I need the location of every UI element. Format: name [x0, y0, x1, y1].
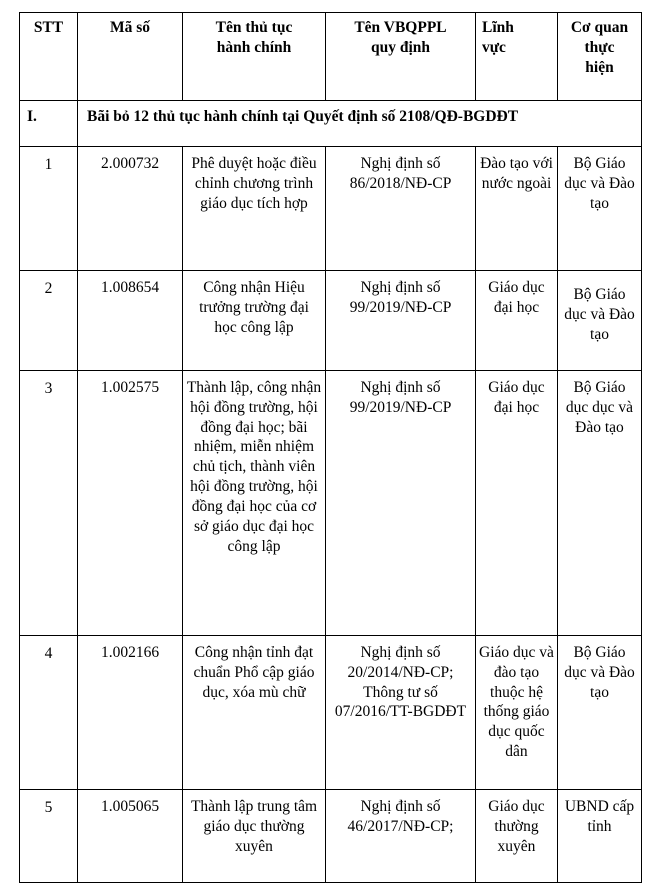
cell-co-quan: Bộ Giáo dục và Đào tạo: [558, 147, 642, 271]
cell-stt: 4: [20, 636, 78, 790]
column-header-co-quan-line3: hiện: [585, 58, 614, 76]
table-row: [20, 371, 642, 636]
table-header: [20, 13, 642, 101]
column-header-linh-vuc-line2: vực: [482, 38, 506, 56]
cell-ma-so: 1.005065: [78, 790, 183, 883]
column-header-ma-so: [78, 13, 183, 101]
section-row: [20, 101, 642, 147]
column-header-stt: [20, 13, 78, 101]
cell-stt: 2: [20, 271, 78, 371]
column-header-co-quan: [558, 13, 642, 101]
cell-vbqppl: Nghị định số 46/2017/NĐ-CP;: [326, 790, 476, 883]
table-body: [20, 101, 642, 883]
cell-vbqppl: Nghị định số 20/2014/NĐ-CP; Thông tư số 07/2016/TT-BGDĐT: [326, 636, 476, 790]
table-row: [20, 147, 642, 271]
column-header-ten-thu-tuc: [183, 13, 326, 101]
cell-ten-thu-tuc: Thành lập trung tâm giáo dục thường xuyên: [183, 790, 326, 883]
cell-linh-vuc: Đào tạo với nước ngoài: [476, 147, 558, 271]
column-header-stt-label: STT: [33, 19, 64, 36]
column-header-ma-so-label: Mã số: [109, 19, 151, 36]
cell-stt: 5: [20, 790, 78, 883]
column-header-co-quan-line1: Cơ quan: [570, 19, 629, 36]
cell-ten-thu-tuc: Công nhận Hiệu trưởng trường đại học công lập: [183, 271, 326, 371]
section-title: Bãi bỏ 12 thủ tục hành chính tại Quyết định số 2108/QĐ-BGDĐT: [78, 101, 642, 147]
table-row: [20, 790, 642, 883]
table-row: [20, 271, 642, 371]
header-row: [20, 13, 642, 101]
table-row: [20, 636, 642, 790]
column-header-ten-thu-tuc-line1: Tên thủ tục: [215, 19, 293, 36]
administrative-procedures-table: [19, 12, 642, 883]
cell-co-quan: Bộ Giáo dục và Đào tạo: [558, 271, 642, 371]
cell-linh-vuc: Giáo dục và đào tạo thuộc hệ thống giáo dục quốc dân: [476, 636, 558, 790]
cell-ten-thu-tuc: Công nhận tỉnh đạt chuẩn Phổ cập giáo dục, xóa mù chữ: [183, 636, 326, 790]
cell-linh-vuc: Giáo dục thường xuyên: [476, 790, 558, 883]
cell-linh-vuc: Giáo dục đại học: [476, 371, 558, 636]
cell-co-quan: UBND cấp tỉnh: [558, 790, 642, 883]
cell-co-quan: Bộ Giáo dục dục và Đào tạo: [558, 371, 642, 636]
column-header-vbqppl: [326, 13, 476, 101]
cell-vbqppl: Nghị định số 99/2019/NĐ-CP: [326, 371, 476, 636]
cell-vbqppl: Nghị định số 99/2019/NĐ-CP: [326, 271, 476, 371]
cell-ten-thu-tuc: Thành lập, công nhận hội đồng trường, hội đồng đại học; bãi nhiệm, miễn nhiệm chủ tịch, thành viên hội đồng trường, hội đồng đại học của cơ sở giáo dục đại học công lập: [183, 371, 326, 636]
cell-linh-vuc: Giáo dục đại học: [476, 271, 558, 371]
column-header-vbqppl-line2: quy định: [370, 38, 431, 56]
cell-co-quan: Bộ Giáo dục và Đào tạo: [558, 636, 642, 790]
cell-ten-thu-tuc: Phê duyệt hoặc điều chỉnh chương trình giáo dục tích hợp: [183, 147, 326, 271]
column-header-vbqppl-line1: Tên VBQPPL: [354, 19, 447, 36]
cell-ma-so: 1.002166: [78, 636, 183, 790]
cell-ma-so: 1.008654: [78, 271, 183, 371]
cell-stt: 3: [20, 371, 78, 636]
column-header-linh-vuc-line1: Lĩnh: [482, 19, 514, 36]
cell-ma-so: 1.002575: [78, 371, 183, 636]
column-header-linh-vuc: [476, 13, 558, 101]
section-number: I.: [20, 101, 78, 147]
column-header-ten-thu-tuc-line2: hành chính: [216, 38, 292, 56]
cell-stt: 1: [20, 147, 78, 271]
column-header-co-quan-line2: thực: [584, 38, 615, 56]
cell-vbqppl: Nghị định số 86/2018/NĐ-CP: [326, 147, 476, 271]
cell-ma-so: 2.000732: [78, 147, 183, 271]
